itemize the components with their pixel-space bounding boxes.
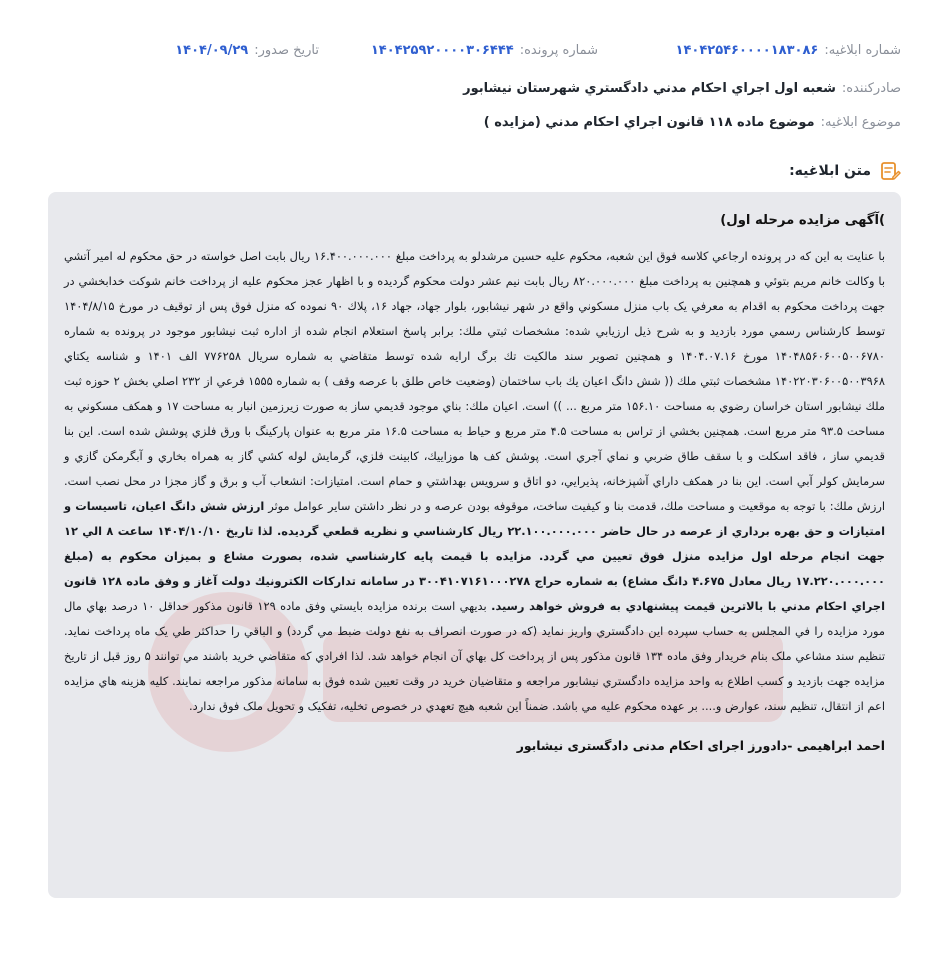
issue-date-label: تاريخ صدور: — [254, 43, 319, 58]
case-number — [371, 43, 598, 58]
subject-label: موضوع ابلاغيه: — [820, 115, 901, 130]
notice-body-heading-label: متن ابلاغيه: — [789, 163, 871, 179]
case-number-label: شماره پرونده: — [519, 43, 598, 58]
issuer-label: صادرکننده: — [841, 81, 901, 96]
auction-title: )آگهی مزایده مرحله اول) — [720, 213, 885, 228]
issue-date-value: ۱۴۰۴/۰۹/۲۹ — [175, 43, 249, 58]
notice-number-label: شماره ابلاغيه: — [824, 43, 901, 58]
notice-number — [676, 43, 901, 58]
notice-body-box — [48, 192, 901, 898]
document-pen-icon — [879, 160, 901, 182]
auction-text-part1: با عنايت به اين كه در پرونده ارجاعي كلاسه فوق اين شعبه، محكوم عليه حسين مرشدلو به پرداخت مبلغ ۱۶.۴۰۰.۰۰۰.۰۰۰ ريال بابت اصل خواسته در حق محكوم له امير آتشي با وكالت خانم مريم بتوئي و همچنين به پرداخت مبلغ ۸۲۰.۰۰۰.۰۰۰ ريال بابت نيم عشر دولت محكوم گرديده و با اظهار عجز محكوم عليه از پرداخت خانم شوكت خدابخشي در جهت پرداخت محكوم به اقدام به معرفي يک باب منزل مسكوني واقع در شهر نيشابور، بلوار جهاد، جهاد ۱۶، پلاك ۹۰ نموده كه منزل فوق پس از توقيف در مورخ ۱۴۰۴/۸/۱۵ توسط كارشناس رسمي مورد بازديد و به شرح ذيل ارزيابي شده: مشخصات ثبتي ملك: برابر پاسخ استعلام انجام شده از اداره ثبت نيشابور موجود در پرونده به شماره ۱۴۰۴۸۵۶۰۶۰۰۵۰۰۶۷۸۰ مورخ ۱۴۰۴.۰۷.۱۶ و همچنين تصوير سند مالكيت تك برگ ارايه شده توسط متقاضي به شماره سريال ۷۷۶۲۵۸ الف ۱۴۰۱ و شناسه يكتاي ۱۴۰۲۲۰۳۰۶۰۰۵۰۰۳۹۶۸ مشخصات ثبتي ملك (( شش دانگ اعيان يك باب ساختمان (وضعيت خاص طلق با عرصه وقف ) به شماره ۱۵۵۵ فرعي از ۲۳۲ اصلي بخش ۲ حوزه ثبت ملك نيشابور استان خراسان رضوي به مساحت ۱۵۶.۱۰ متر مربع ... )) است. اعيان ملك: بناي موجود قديمي ساز به صورت زيرزمين انبار به مساحت ۱۷ و همكف مسكوني به مساحت ۹۳.۵ متر مربع است. همچنين بخشي از تراس به مساحت ۴.۵ متر مربع و حياط به مساحت ۱۶.۵ متر مربع به عنوان پاركينگ با ورق فلزي پوشش شده است. اين بنا قديمي ساز ، فاقد اسكلت و با سقف طاق ضربي و نماي آجري است. پوشش كف ها موزاييك، كابينت فلزي، گرمايش لوله كشي گاز به همراه بخاري و آبگرمكن گازي و سرمايش كولر آبي است. اين بنا در همكف داراي آشپزخانه، پذيرايي، دو اتاق و سرويس بهداشتي و حمام است. امتيازات: انشعاب آب و برق و گاز مجزا در محل نصب است. ارزش ملك: با توجه به موقعيت و مساحت ملك، قدمت بنا و كيفيت ساخت، موقوفه بودن عرصه و در نظر داشتن ساير عوامل موثر — [64, 249, 886, 513]
auction-text-part2: بديهي است برنده مزايده بايستي وفق ماده ۱۲۹ قانون مذكور حداقل ۱۰ درصد بهاي مال مورد مزايده را في المجلس به حساب سپرده اين دادگستري واريز نمايد (كه در صورت انصراف به نفع دولت ضبط مي گردد) و الباقي را حداكثر طي يک ماه پرداخت نمايد. تنظيم سند مشاعي ملک بنام خريدار وفق ماده ۱۳۴ قانون مذكور پس از پرداخت كل بهاي آن انجام خواهد شد. لذا افرادي كه متقاضي خريد باشند مي توانند ۵ روز قبل از تاريخ مزايده جهت بازديد و كسب اطلاع به واحد مزايده دادگستري نيشابور مراجعه و متقاضيان خريد در وقت تعيين شده فوق به سامانه مذكور مراجعه نمايند. كليه هزينه هاي مزايده اعم از انتقال، تنظيم سند، عوارض و.... بر عهده محكوم عليه مي باشد. ضمناً اين شعبه هيچ تعهدي در خصوص تخليه، تفكيک و تحويل ملک فوق ندارد. — [64, 599, 885, 713]
case-number-value: ۱۴۰۴۲۵۹۲۰۰۰۰۳۰۶۴۴۴ — [370, 43, 514, 58]
issuer-line — [38, 81, 901, 96]
auction-text-bold: ارزش شش دانگ اعيان، تاسيسات و امتيازات و حق بهره برداري از عرصه در حال حاضر ۲۲.۱۰۰.۰۰۰.۰۰۰ ريال كارشناسي و نظريه قطعي گرديده. لذا تاريخ ۱۴۰۴/۱۰/۱۰ ساعت ۸ الي ۱۲ جهت انجام مرحله اول مزايده منزل فوق تعيين مي گردد. مزايده با قيمت پايه كارشناسي شده، بصورت مشاع و بميزان محكوم به (مبلغ ۱۷.۲۲۰.۰۰۰.۰۰۰ ريال معادل ۴.۶۷۵ دانگ مشاع) به شماره حراج ۳۰۰۴۱۰۷۱۶۱۰۰۰۲۷۸ در سامانه تداركات الكترونيك دولت آغاز و وفق ماده ۱۲۸ قانون اجراي احكام مدني با بالاترين قيمت پيشنهادي به فروش خواهد رسيد. — [64, 499, 886, 613]
notice-body-heading — [789, 160, 901, 182]
subject-value: موضوع ماده ۱۱۸ قانون اجراي احکام مدني (مزايده ) — [483, 115, 815, 130]
issuer-value: شعبه اول اجراي احكام مدني دادگستري شهرستان نيشابور — [463, 81, 836, 96]
notice-number-value: ۱۴۰۴۲۵۴۶۰۰۰۰۱۸۳۰۸۶ — [675, 43, 819, 58]
signature: احمد ابراهیمی -دادورز اجرای احکام مدنی دادگستری نیشابور — [516, 738, 885, 753]
auction-body-text — [64, 244, 885, 719]
notice-meta-row — [38, 43, 901, 67]
issue-date — [175, 43, 319, 58]
subject-line — [38, 115, 901, 130]
